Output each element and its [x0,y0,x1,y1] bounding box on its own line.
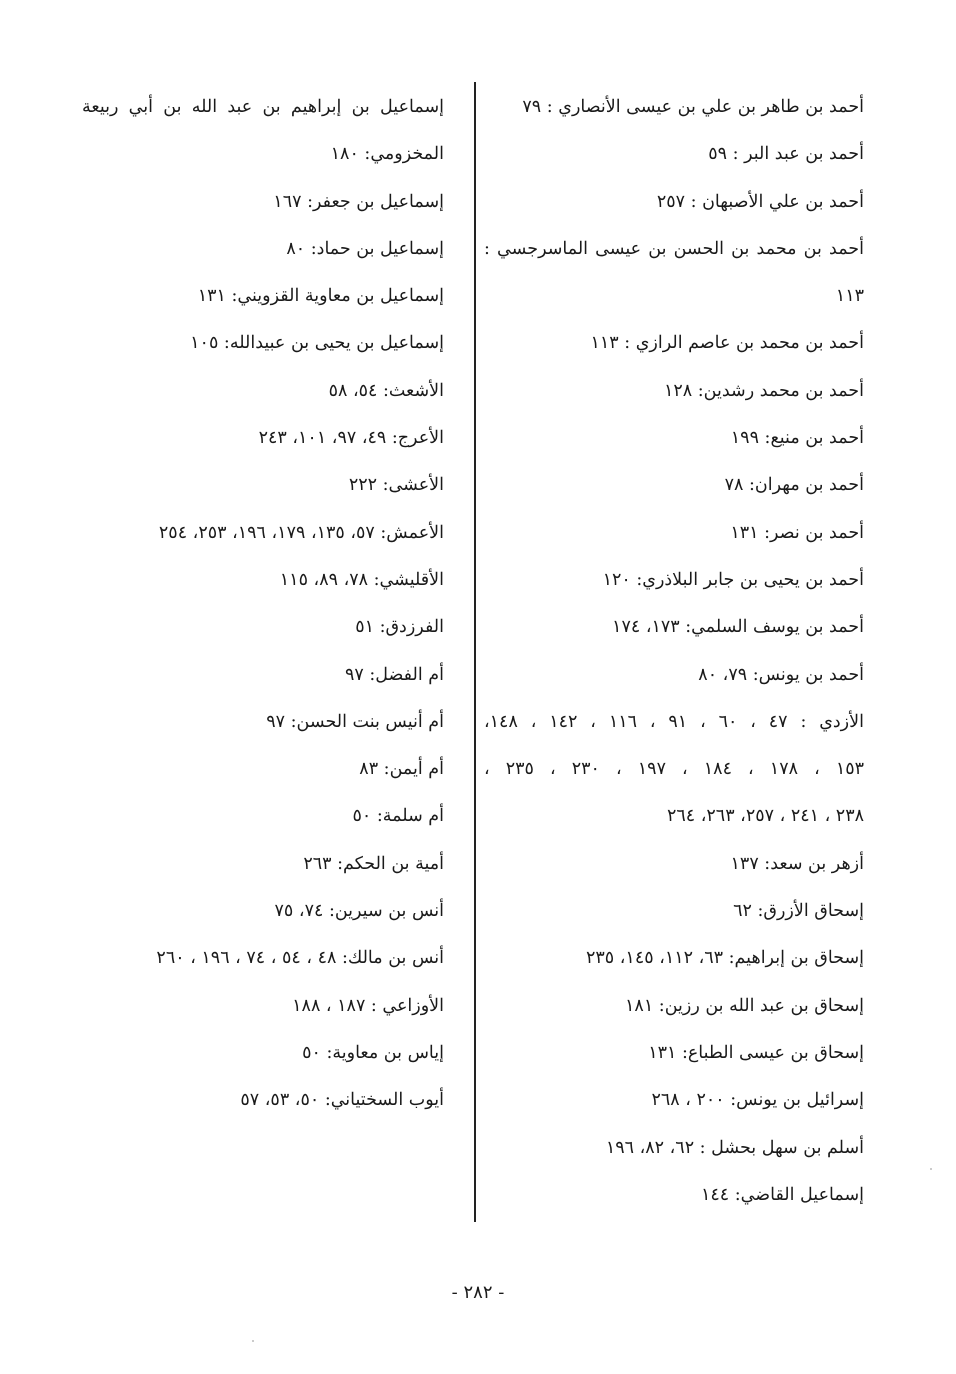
index-entry: إسماعيل القاضي: ١٤٤ [701,1184,864,1205]
index-entry: إسماعيل بن إبراهيم بن عبد الله بن أبي ربيعة [82,97,444,117]
index-entry: إسحاق بن عبد الله بن رزين: ١٨١ [625,995,864,1016]
index-entry: أحمد بن منيع: ١٩٩ [730,428,864,449]
index-entry: إسماعيل بن جعفر: ١٦٧ [273,191,444,212]
column-divider [474,82,476,1222]
index-entry: أيوب السختياني: ٥٠، ٥٣، ٥٧ [240,1090,444,1111]
index-entry: أمية بن الحكم: ٢٦٣ [303,853,444,874]
index-entry: أزهر بن سعد: ١٣٧ [730,853,864,874]
index-entry: أحمد بن نصر: ١٣١ [730,522,864,543]
index-entry: إسحاق بن عيسى الطباع: ١٣١ [648,1042,864,1063]
page-number: - ٢٨٢ - [451,1282,505,1303]
index-entry: أحمد بن طاهر بن علي بن عيسى الأنصاري : ٧٩ [522,97,864,117]
index-entry: أحمد بن يوسف السلمي: ١٧٣، ١٧٤ [612,617,864,638]
index-entry: الأعشى: ٢٢٢ [348,475,444,496]
scan-speck [252,1340,254,1342]
index-entry-continuation: المخزومي: ١٨٠ [330,144,444,165]
index-entry: إسماعيل بن معاوية القزويني: ١٣١ [197,286,444,307]
index-entry: أنس بن مالك: ٤٨ ، ٥٤ ، ٧٤ ، ١٩٦ ، ٢٦٠ [156,948,444,969]
index-entry: إسرائيل بن يونس: ٢٠٠ ، ٢٦٨ [651,1090,864,1111]
index-entry: إسماعيل بن يحيى بن عبيدالله: ١٠٥ [190,333,444,354]
index-entry-continuation: ٢٣٨ ، ٢٤١ ، ٢٥٧، ٢٦٣، ٢٦٤ [666,806,864,827]
index-entry: أسلم بن سهل بحشل : ٦٢، ٨٢، ١٩٦ [605,1137,864,1158]
index-entry: إسحاق بن إبراهيم: ٦٣، ١١٢، ١٤٥، ٢٣٥ [586,948,864,969]
index-entry: إسحاق الأزرق: ٦٢ [733,901,864,922]
index-column-left [82,84,444,1125]
index-entry: الفرزدق: ٥١ [355,617,444,638]
index-entry: أحمد بن محمد رشدين: ١٢٨ [664,380,864,401]
index-entry: أحمد بن محمد بن عاصم الرازي : ١١٣ [590,333,864,354]
index-entry-continuation: ١٥٣ ، ١٧٨ ، ١٨٤ ، ١٩٧ ، ٢٣٠ ، ٢٣٥ ، [484,759,865,780]
index-entry: أم الفضل: ٩٧ [344,664,444,685]
index-entry: الأعرج: ٤٩، ٩٧، ١٠١، ٢٤٣ [258,428,444,449]
index-entry: إسماعيل بن حماد: ٨٠ [286,238,444,259]
scan-speck [930,1168,932,1170]
index-entry: أحمد بن مهران: ٧٨ [724,475,864,496]
index-entry: أم أنيس بنت الحسن: ٩٧ [266,711,444,732]
index-entry: أحمد بن محمد بن الحسن بن عيسى الماسرجسي : [484,238,864,259]
index-entry: أحمد بن يحيى بن جابر البلاذري: ١٢٠ [602,569,864,590]
index-entry: الأوزاعي : ١٨٧ ، ١٨٨ [292,995,444,1016]
index-entry: أنس بن سيرين: ٧٤، ٧٥ [274,901,444,922]
index-entry: أحمد بن علي الأصبهان : ٢٥٧ [656,191,864,212]
index-entry: الأعمش: ٥٧، ١٣٥، ١٧٩، ١٩٦، ٢٥٣، ٢٥٤ [158,522,444,543]
index-entry: الأشعث: ٥٤، ٥٨ [328,380,444,401]
index-entry: أحمد بن يونس: ٧٩، ٨٠ [698,664,864,685]
index-entry-continuation: ١١٣ [835,286,864,307]
index-entry: أحمد بن عبد البر : ٥٩ [708,144,864,165]
index-entry: إياس بن معاوية: ٥٠ [302,1042,444,1063]
index-entry: الأزدي : ٤٧ ، ٦٠ ، ٩١ ، ١١٦ ، ١٤٢ ، ١٤٨، [484,711,864,732]
index-entry: أم سلمة: ٥٠ [352,806,444,827]
index-entry: الأقليشي: ٧٨، ٨٩، ١١٥ [279,569,444,590]
index-column-right [484,84,864,1219]
index-entry: أم أيمن: ٨٣ [359,759,444,780]
